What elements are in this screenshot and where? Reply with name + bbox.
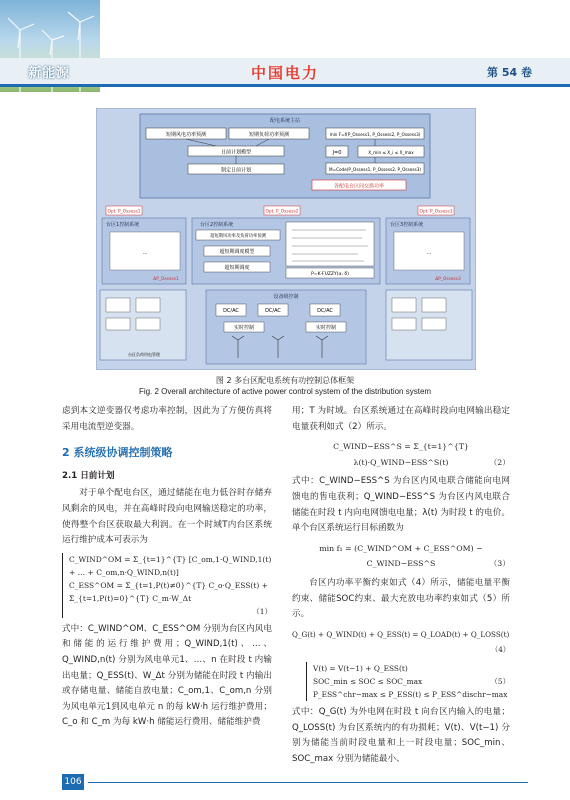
exchange-power-label: 各配电台区间交换功率 bbox=[333, 183, 385, 190]
paragraph-intro: 虑到本文逆变器仅考虑功率控制，因此为了方便仿真将采用电流型逆变器。 bbox=[62, 406, 272, 432]
area2-control-title: 台区2控制系统 bbox=[200, 222, 234, 228]
dcac-box-1: DC/AC bbox=[223, 308, 239, 314]
page-number-tag bbox=[62, 774, 84, 790]
j0-box: J=0 bbox=[332, 150, 342, 156]
subsection-heading: 2.1 日前计划 bbox=[62, 470, 115, 481]
area1-control-title: 台区1控制系统 bbox=[106, 222, 140, 228]
equation-3-body: min f₁ = (C_WIND^OM + C_ESS^OM) − C_WIND−ESS^S bbox=[319, 543, 483, 569]
section-badge: 新能源 bbox=[28, 66, 71, 81]
equation-4-body: Q_G(t) + Q_WIND(t) + Q_ESS(t) = Q_LOAD(t) + Q_LOSS(t) bbox=[292, 629, 510, 639]
volume-label: 第 54 卷 bbox=[487, 66, 532, 79]
paragraph-profit: 用；T 为时域。台区系统通过在高峰时段向电网输出稳定电量获利如式（2）所示。 bbox=[292, 406, 510, 432]
area3-control-title: 台区3控制系统 bbox=[390, 222, 424, 228]
journal-title: 中国电力 bbox=[250, 64, 319, 82]
area1-delta-p: ΔP_Ossess1 bbox=[153, 277, 179, 282]
figure-2-diagram bbox=[96, 108, 476, 370]
area3-delta-p: ΔP_Ossess3 bbox=[435, 277, 461, 282]
objective-box: min F=f(P_Ossess1, P_Ossess2, P_Ossess3) bbox=[329, 132, 421, 137]
equation-5-number: （5） bbox=[490, 676, 510, 686]
figure-caption-en: Fig. 2 Overall architecture of active power control system of the distribution system bbox=[138, 387, 432, 396]
paragraph-where-3: 式中：Q_G(t) 为外电网在时段 t 向台区内输入的电量；Q_LOSS(t) 为台区系统内的有功损耗；V(t)、V(t−1) 分别为储能当前时段电量和上一时段电量；SOC_min、SOC_max 分别为储能最小、 bbox=[292, 706, 510, 764]
area-load-caption: 台区负荷用电管理 bbox=[128, 352, 160, 357]
paragraph-constraints: 台区内功率平衡约束如式（4）所示，储能电量平衡约束、储能SOC约束、最大充放电功率约束如式（5）所示。 bbox=[292, 577, 510, 620]
area2-forecast-box: 超短期风功率及负荷功率预测 bbox=[210, 234, 266, 239]
paragraph-dayahead: 对于单个配电台区，通过储能在电力低谷时存储弃风剩余的风电，并在高峰时段向电网输送稳定的功率，使得整个台区获取最大利润。在一个时域T内台区系统运行维护成本可表示为 bbox=[62, 488, 272, 546]
header-rule bbox=[0, 84, 570, 87]
equation-5a: V(t) = V(t−1) + Q_ESS(t) bbox=[313, 663, 408, 673]
load-forecast-box: 短期负荷功率预测 bbox=[248, 132, 290, 138]
equation-2-body: C_WIND−ESS^S = Σ_{t=1}^{T} λ(t)·Q_WIND−ESS^S(t) bbox=[333, 442, 469, 467]
wind-forecast-box: 短期风电功率预测 bbox=[165, 132, 207, 138]
equation-1b: C_ESS^OM = Σ_{t=1,P(t)≠0}^{T} C_o·Q_ESS(t) + Σ_{t=1,P(t)=0}^{T} C_m·W_Δt bbox=[69, 580, 268, 603]
paragraph-where-1: 式中：C_WIND^OM、C_ESS^OM 分别为台区内风电和储能的运行维护费用；Q_WIND,1(t)、…、Q_WIND,n(t) 分别为风电单元1、…、n 在时段 t 内输出电量；Q_ESS(t)、W_Δt 分别为储能在时段 t 内输出或存储电量、储能自放电量；C_om,1、C_om,n 分别为风电单元1到风电单元 n 的每 kW·h 运行维护费用；C_o 和 C_m 为每 kW·h 储能运行费用、储能维护费 bbox=[62, 623, 272, 728]
dayahead-plan-box: 制定日前计划 bbox=[220, 167, 252, 174]
area3-ellipsis: … bbox=[426, 250, 432, 256]
dcac-box-3: DC/AC bbox=[317, 308, 333, 314]
constraint-box: X_min ≤ X_i ≤ X_max bbox=[368, 150, 414, 155]
equation-3 bbox=[292, 541, 510, 572]
opt-area1-label: Opt. P_Ossess1 bbox=[107, 209, 141, 215]
footer-rule bbox=[88, 782, 528, 783]
equation-1-number: （1） bbox=[252, 606, 272, 616]
opt-area3-label: Opt. P_Ossess3 bbox=[419, 209, 453, 215]
equation-2-number: （2） bbox=[489, 457, 510, 467]
right-column bbox=[292, 404, 510, 767]
equation-4-number: （4） bbox=[491, 645, 510, 655]
opt-area2-label: Opt. P_Ossess2 bbox=[265, 209, 299, 215]
fuzzy-box: P=K·FUZZY(α, δ) bbox=[311, 272, 349, 277]
equation-5b: SOC_min ≤ SOC ≤ SOC_max bbox=[313, 676, 423, 686]
equation-3-number: （3） bbox=[489, 559, 510, 569]
device-level-title: 设备级控制 bbox=[273, 294, 299, 300]
page-number: 106 bbox=[64, 777, 82, 787]
dayahead-model-box: 日前计划模型 bbox=[220, 149, 252, 156]
section-heading: 2 系统级协调控制策略 bbox=[62, 446, 173, 460]
equation-1 bbox=[62, 553, 272, 618]
area2-schedule-box: 超短期调度 bbox=[224, 265, 250, 271]
code-box: M=Code(P_Ossess1, P_Ossess2, P_Ossess3) bbox=[328, 167, 422, 172]
dcac-box-2: DC/AC bbox=[265, 308, 281, 314]
realtime-box-2: 实时控制 bbox=[315, 325, 337, 331]
equation-2 bbox=[292, 439, 510, 470]
equation-5 bbox=[306, 662, 510, 701]
left-column bbox=[62, 404, 272, 731]
area1-ellipsis: … bbox=[142, 250, 148, 256]
equation-5c: P_ESS^chr−max ≤ P_ESS(t) ≤ P_ESS^dischr−max bbox=[313, 689, 508, 699]
equation-1a: C_WIND^OM = Σ_{t=1}^{T} [C_om,1·Q_WIND,1(t) + … + C_om,n·Q_WIND,n(t)] bbox=[69, 554, 272, 577]
figure-caption-cn: 图 2 多台区配电系统有功控制总体框架 bbox=[215, 376, 355, 385]
page-header bbox=[0, 0, 570, 96]
master-station-title: 配电系统主站 bbox=[269, 118, 301, 124]
paragraph-where-2: 式中：C_WIND−ESS^S 为台区内风电联合储能向电网馈电的售电获利；Q_WIND−ESS^S 为台区内风电联合储能在时段 t 内向电网馈电电量；λ(t) 为时段 t 的电价。单个台区系统运行目标函数为 bbox=[292, 476, 510, 534]
area2-model-box: 超短期调度模型 bbox=[219, 249, 255, 255]
equation-4 bbox=[292, 627, 510, 658]
realtime-box-1: 实时控制 bbox=[233, 325, 255, 331]
